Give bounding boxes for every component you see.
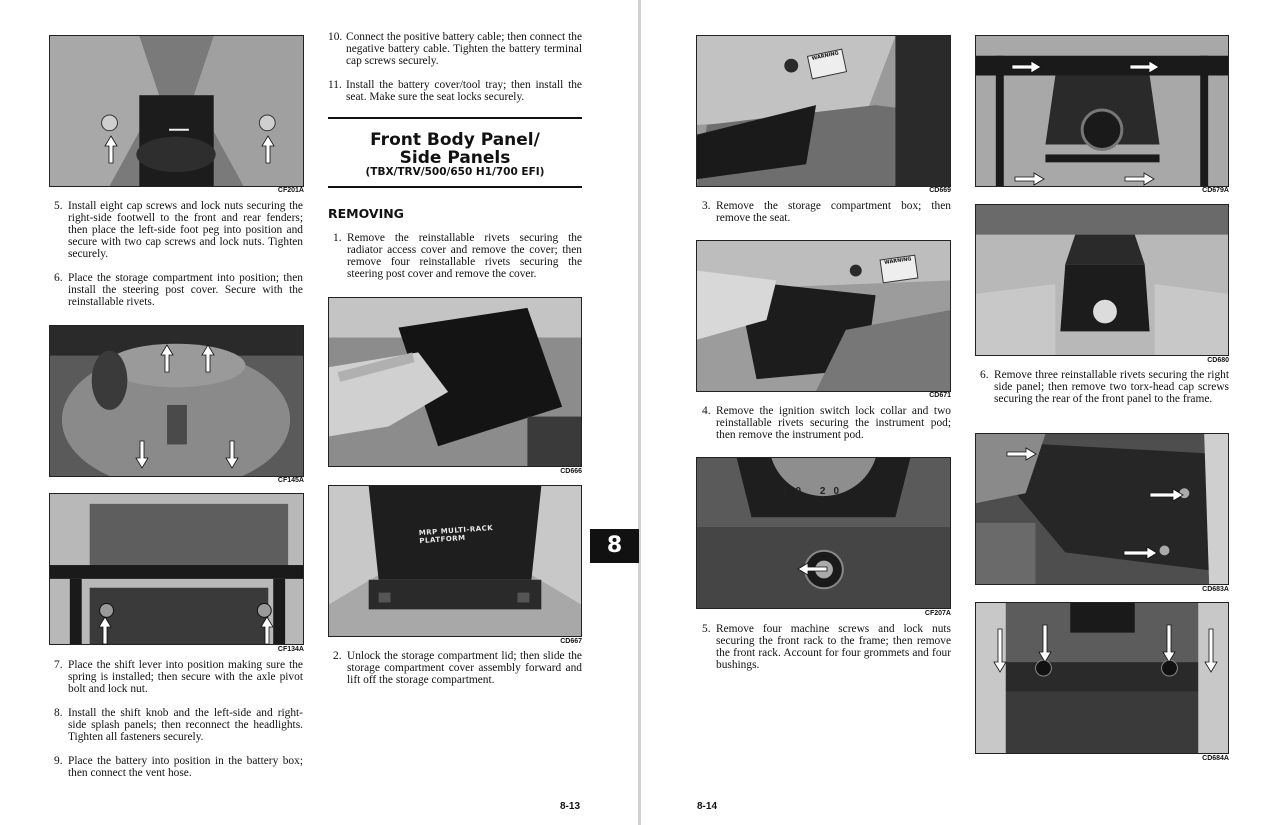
arrow-down-icon — [1204, 628, 1218, 674]
figure-cf201a-photo — [49, 35, 304, 187]
step-number: 11. — [328, 79, 342, 91]
warning-label — [880, 255, 919, 284]
step-number: 7. — [54, 659, 63, 671]
step-number: 2. — [333, 650, 342, 662]
instruction-step — [54, 659, 303, 695]
arrow-up-icon — [104, 134, 118, 164]
arrow-right-icon — [1011, 60, 1043, 74]
figure-label: CF145A — [277, 477, 304, 484]
chapter-tab: 8 — [590, 529, 639, 563]
instruction-step — [54, 200, 303, 260]
figure-label: CD679A — [1202, 187, 1229, 194]
arrow-right-icon — [1129, 60, 1161, 74]
instruction-step — [333, 232, 582, 280]
figure-cd671-photo — [696, 240, 951, 392]
warning-label-text: WARNING — [811, 50, 840, 62]
figure-label: CD669 — [929, 187, 951, 194]
arrow-up-icon — [98, 615, 112, 645]
instruction-step — [980, 369, 1229, 405]
section-rule-top — [328, 117, 582, 119]
step-number: 5. — [702, 623, 711, 635]
arrow-down-icon — [1038, 624, 1052, 664]
arrow-down-icon — [135, 440, 149, 470]
arrow-right-icon — [1123, 546, 1159, 560]
arrow-up-icon — [261, 134, 275, 164]
figure-cd680-photo — [975, 204, 1229, 356]
arrow-right-icon — [1124, 172, 1156, 186]
step-text: Install the battery cover/tool tray; then install the seat. Make sure the seat locks securely. — [346, 79, 582, 103]
step-number: 6. — [54, 272, 63, 284]
figure-label: CF201A — [277, 187, 304, 194]
step-text: Remove the reinstallable rivets securing the radiator access cover and remove the cover; then remove four reinstallable rivets securing the steering post cover and remove the cover. — [347, 232, 582, 280]
arrow-right-icon — [1014, 172, 1046, 186]
instruction-step — [333, 650, 582, 686]
page-number: 8-14 — [697, 801, 718, 812]
step-text: Remove three reinstallable rivets securing the right side panel; then remove two torx-head cap screws securing the rear of the front panel to the frame. — [994, 369, 1229, 405]
page-number: 8-13 — [560, 801, 581, 812]
arrow-left-icon — [796, 562, 828, 576]
section-title-line: Side Panels — [399, 148, 511, 168]
step-number: 6. — [980, 369, 989, 381]
gauge-numbers: 10 20 — [782, 486, 848, 497]
figure-cd666-photo — [328, 297, 582, 467]
arrow-down-icon — [1162, 624, 1176, 664]
page-8-14 — [641, 0, 1280, 825]
step-number: 8. — [54, 707, 63, 719]
warning-label-text: WARNING — [883, 256, 912, 266]
figure-label: CD684A — [1202, 755, 1229, 762]
step-number: 5. — [54, 200, 63, 212]
figure-cd684a-photo — [975, 602, 1229, 754]
figure-label: CD683A — [1202, 586, 1229, 593]
step-text: Place the shift lever into position making sure the spring is installed; then secure with the axle pivot bolt and lock nut. — [68, 659, 303, 695]
step-number: 10. — [328, 31, 343, 43]
arrow-up-icon — [160, 343, 174, 373]
figure-label: CF207A — [924, 610, 951, 617]
arrow-right-icon — [1006, 447, 1038, 461]
figure-label: CD671 — [929, 392, 951, 399]
step-text: Remove the ignition switch lock collar and two reinstallable rivets securing the instrument pod; then remove the instrument pod. — [716, 405, 951, 441]
instruction-step — [54, 707, 303, 743]
figure-cf145a-photo — [49, 325, 304, 477]
instruction-step — [702, 623, 951, 671]
step-text: Place the battery into position in the battery box; then connect the vent hose. — [68, 755, 303, 779]
page-8-13 — [0, 0, 638, 825]
figure-cd679a-photo — [975, 35, 1229, 187]
section-rule-bottom — [328, 186, 582, 188]
step-number: 3. — [702, 200, 711, 212]
section-title-line: Front Body Panel/ — [370, 130, 540, 150]
figure-label: CD666 — [560, 468, 582, 475]
figure-label: CD680 — [1207, 357, 1229, 364]
step-number: 1. — [333, 232, 342, 244]
step-text: Remove the storage compartment box; then remove the seat. — [716, 200, 951, 224]
figure-cd669-photo — [696, 35, 951, 187]
instruction-step — [54, 272, 303, 308]
figure-cd667-photo — [328, 485, 582, 637]
figure-label: CD667 — [560, 638, 582, 645]
instruction-step — [702, 200, 951, 224]
embedded-mrp-logo-text: MRP MULTI-RACK PLATFORM — [418, 523, 494, 546]
step-text: Unlock the storage compartment lid; then slide the storage compartment cover assembly forward and lift off the storage compartment. — [347, 650, 582, 686]
section-subtitle: (TBX/TRV/500/650 H1/700 EFI) — [365, 166, 545, 178]
arrow-up-icon — [201, 343, 215, 373]
figure-label: CF134A — [277, 646, 304, 653]
arrow-down-icon — [225, 440, 239, 470]
subheading-removing: REMOVING — [328, 206, 404, 221]
step-text: Install eight cap screws and lock nuts securing the right-side footwell to the front and rear fenders; then place the left-side foot peg into position and secure with two cap screws and lock nuts. Tighten securely. — [68, 200, 303, 260]
instruction-step — [328, 79, 582, 103]
arrow-up-icon — [260, 615, 274, 645]
instruction-step — [54, 755, 303, 779]
figure-cf207a-photo — [696, 457, 951, 609]
arrow-right-icon — [1149, 488, 1185, 502]
step-number: 4. — [702, 405, 711, 417]
step-text: Connect the positive battery cable; then connect the negative battery cable. Tighten the battery terminal cap screws securely. — [346, 31, 582, 67]
instruction-step — [702, 405, 951, 441]
section-title — [328, 131, 582, 167]
step-text: Install the shift knob and the left-side and right-side splash panels; then reconnect the headlights. Tighten all fasteners securely. — [68, 707, 303, 743]
instruction-step — [328, 31, 582, 67]
step-text: Remove four machine screws and lock nuts securing the front rack to the frame; then remove the front rack. Account for four grommets and four bushings. — [716, 623, 951, 671]
step-text: Place the storage compartment into position; then install the steering post cover. Secure with the reinstallable rivets. — [68, 272, 303, 308]
step-number: 9. — [54, 755, 63, 767]
arrow-down-icon — [993, 628, 1007, 674]
